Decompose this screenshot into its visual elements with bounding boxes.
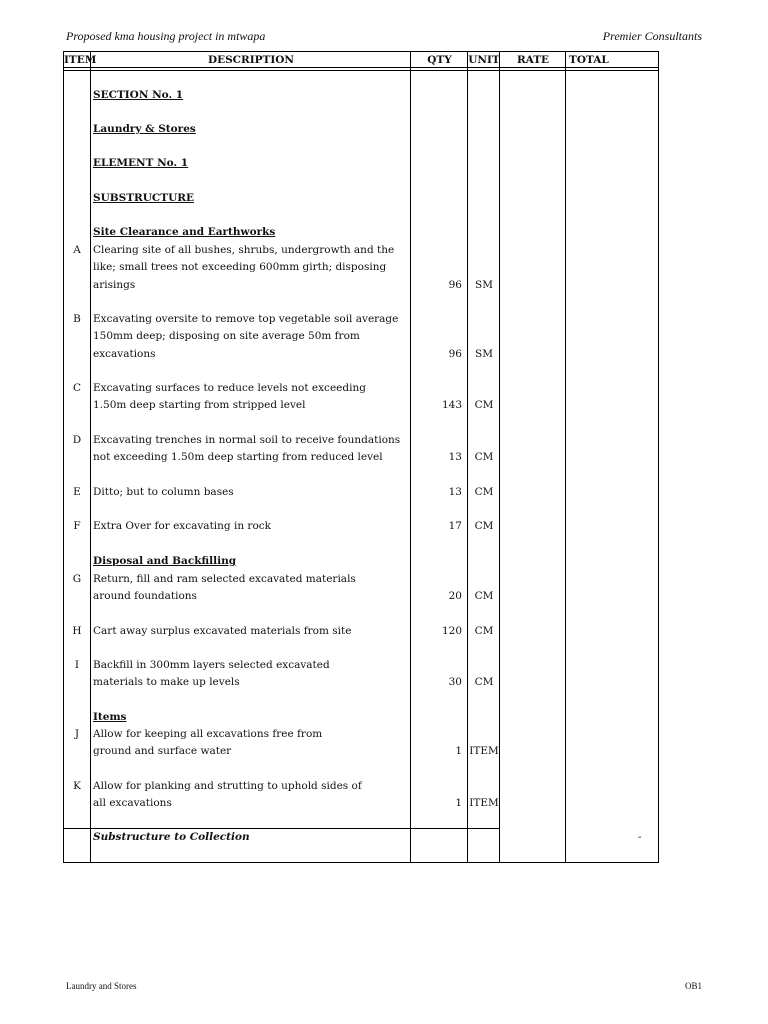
item-description-line: not exceeding 1.50m deep starting from reduced level <box>93 451 383 464</box>
col-qty: QTY <box>427 54 452 66</box>
collection-label: Substructure to Collection <box>93 831 250 843</box>
item-qty: 1 <box>455 797 462 810</box>
item-description-line: arisings <box>93 278 136 291</box>
item-letter: E <box>73 486 81 498</box>
col-rate: RATE <box>516 54 550 66</box>
item-qty: 20 <box>448 590 462 603</box>
item-unit: SM <box>475 347 493 360</box>
item-qty: 30 <box>448 676 462 689</box>
item-letter: D <box>72 434 82 446</box>
item-description-line: Backfill in 300mm layers selected excavated <box>93 659 330 671</box>
item-description-line: 150mm deep; disposing on site average 50m from <box>93 330 360 343</box>
item-qty: 1 <box>455 745 462 758</box>
consultant-name: Premier Consultants <box>602 29 702 43</box>
item-letter: C <box>72 382 82 394</box>
item-unit: ITEM <box>469 745 499 758</box>
item-qty: 13 <box>448 451 462 464</box>
item-description-line: around foundations <box>93 590 197 603</box>
item-description-line: excavations <box>93 347 156 360</box>
item-unit: CM <box>474 399 494 412</box>
item-description-line: all excavations <box>93 797 172 810</box>
group-heading-items: Items <box>93 711 127 723</box>
item-description-line: Clearing site of all bushes, shrubs, undergrowth and the <box>93 244 395 256</box>
item-qty: 13 <box>448 486 462 498</box>
section-heading: SECTION No. 1 <box>93 89 184 101</box>
item-unit: CM <box>474 451 494 464</box>
item-unit: ITEM <box>469 797 499 810</box>
col-item: ITEM <box>64 54 97 66</box>
col-description: DESCRIPTION <box>207 54 295 66</box>
item-letter: A <box>73 244 81 256</box>
item-letter: J <box>74 728 80 740</box>
item-qty: 17 <box>448 520 462 532</box>
item-description-line: Extra Over for excavating in rock <box>93 520 272 532</box>
element-heading: ELEMENT No. 1 <box>93 157 189 169</box>
item-unit: CM <box>474 676 494 689</box>
project-title: Proposed kma housing project in mtwapa <box>66 29 266 43</box>
item-unit: CM <box>474 486 494 498</box>
item-description-line: ground and surface water <box>93 745 232 758</box>
footer-section-name: Laundry and Stores <box>66 981 137 991</box>
item-letter: I <box>74 659 80 671</box>
col-total: TOTAL <box>569 54 609 66</box>
item-letter: B <box>73 313 81 325</box>
group-heading-earthworks: Site Clearance and Earthworks <box>93 226 276 238</box>
item-description-line: 1.50m deep starting from stripped level <box>93 399 306 412</box>
item-unit: CM <box>474 590 494 603</box>
item-unit: SM <box>475 278 493 291</box>
item-qty: 143 <box>441 399 462 412</box>
collection-total: - <box>638 831 642 843</box>
subsection-heading: Laundry & Stores <box>93 123 196 135</box>
item-unit: CM <box>474 625 494 637</box>
item-letter: H <box>72 625 82 637</box>
footer-page-ref: OB1 <box>684 981 702 991</box>
item-description-line: Allow for keeping all excavations free from <box>93 728 323 740</box>
item-qty: 120 <box>441 625 462 637</box>
col-unit: UNIT <box>468 54 500 66</box>
item-description-line: Cart away surplus excavated materials from site <box>93 625 352 637</box>
item-qty: 96 <box>448 347 462 360</box>
item-description-line: Allow for planking and strutting to uphold sides of <box>93 780 362 792</box>
item-description-line: materials to make up levels <box>93 676 240 689</box>
item-unit: CM <box>474 520 494 532</box>
item-letter: G <box>72 573 82 585</box>
item-qty: 96 <box>448 278 462 291</box>
item-letter: F <box>73 520 81 532</box>
item-description-line: Return, fill and ram selected excavated materials <box>93 573 356 585</box>
item-description-line: Ditto; but to column bases <box>93 486 234 498</box>
element-name-heading: SUBSTRUCTURE <box>93 192 194 204</box>
item-description-line: Excavating oversite to remove top vegetable soil average <box>93 313 399 325</box>
item-description-line: like; small trees not exceeding 600mm girth; disposing <box>93 261 387 274</box>
item-letter: K <box>73 780 81 792</box>
item-description-line: Excavating surfaces to reduce levels not exceeding <box>93 382 366 394</box>
item-description-line: Excavating trenches in normal soil to receive foundations <box>93 434 401 446</box>
group-heading-disposal: Disposal and Backfilling <box>93 555 237 567</box>
